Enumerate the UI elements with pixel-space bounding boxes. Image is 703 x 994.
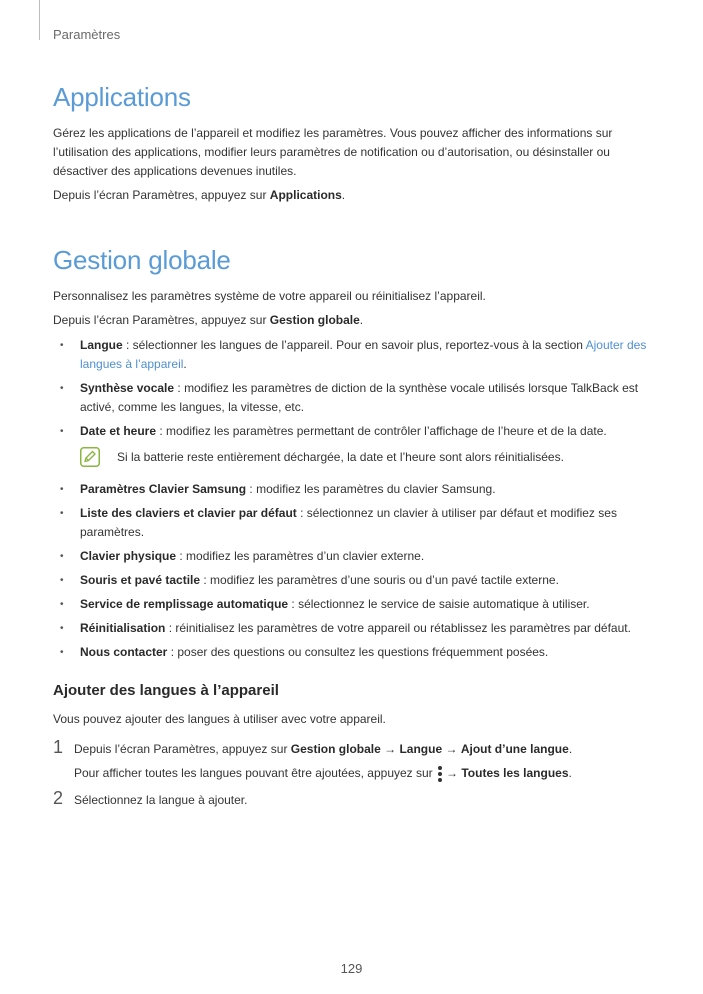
bullet-term: Clavier physique [80,549,177,563]
path-langue: Langue [399,742,443,756]
bullet-dot: • [60,599,64,610]
list-item [56,643,656,662]
bullet-term: Synthèse vocale [80,381,175,395]
list-item [56,504,656,542]
more-options-icon [437,766,443,782]
bullet-term: Service de remplissage automatique [80,597,289,611]
bullet-dot: • [60,484,64,495]
path-target-applications: Applications [269,188,342,202]
subsection-title-ajouter-langues: Ajouter des langues à l’appareil [53,682,279,699]
list-item [56,619,656,638]
applications-path [53,186,653,205]
bullet-dot: • [60,426,64,437]
path-gestion-globale: Gestion globale [290,742,381,756]
gestion-intro: Personnalisez les paramètres système de votre appareil ou réinitialisez l’appareil. [53,289,486,303]
bullet-text: : sélectionnez le service de saisie automatique à utiliser. [288,597,590,611]
running-header: Paramètres [53,27,121,42]
section-title-gestion-globale: Gestion globale [53,245,231,275]
page-number: 129 [340,961,363,976]
bullet-text: : poser des questions ou consultez les questions fréquemment posées. [167,645,549,659]
ajouter-intro: Vous pouvez ajouter des langues à utiliser avec votre appareil. [53,712,386,726]
step-prefix: Depuis l’écran Paramètres, appuyez sur [74,742,291,756]
bullet-dot: • [60,647,64,658]
bullet-text: : modifiez les paramètres d’un clavier externe. [176,549,425,563]
path-suffix: . [341,188,346,202]
list-item [56,571,656,590]
gestion-bullet-list-top [56,336,656,441]
step-number-1: 1 [53,737,64,757]
bullet-term: Langue [80,338,123,352]
bullet-term: Nous contacter [80,645,168,659]
note-text: Si la batterie reste entièrement déchargée, la date et l’heure sont alors réinitialisées. [117,450,564,464]
applications-intro: Gérez les applications de l’appareil et modifiez les paramètres. Vous pouvez afficher des informations sur l’utilisation des applications, modifier leurs paramètres de notification ou d’autorisation, ou désinstaller ou désactiver des applications devenues inutiles. [53,126,613,178]
bullet-dot: • [60,340,64,351]
path-prefix: Depuis l’écran Paramètres, appuyez sur [53,313,270,327]
bullet-dot: • [60,623,64,634]
path-prefix: Depuis l’écran Paramètres, appuyez sur [53,188,270,202]
bullet-dot: • [60,551,64,562]
note-box [80,447,640,469]
bullet-term: Réinitialisation [80,621,166,635]
bullet-dot: • [60,508,64,519]
bullet-text: : modifiez les paramètres d’une souris ou d’un pavé tactile externe. [200,573,559,587]
bullet-text: : modifiez les paramètres permettant de contrôler l’affichage de l’heure et de la date. [156,424,607,438]
bullet-term: Date et heure [80,424,157,438]
list-item [56,336,656,374]
gestion-bullet-list-bottom [56,480,656,662]
path-suffix: . [359,313,364,327]
step-2: Sélectionnez la langue à ajouter. [74,793,248,807]
step-suffix: . [568,742,573,756]
path-toutes-langues: Toutes les langues [461,766,569,780]
bullet-term: Paramètres Clavier Samsung [80,482,247,496]
step-number-2: 2 [53,788,64,808]
gestion-path [53,311,653,330]
list-item [56,595,656,614]
list-item [56,547,656,566]
arrow: → [380,742,400,756]
section-title-applications: Applications [53,82,191,112]
path-ajout-langue: Ajout d’une langue [460,742,569,756]
bullet-text: : sélectionner les langues de l’appareil. Pour en savoir plus, reportez-vous à la section [122,338,586,352]
list-item [56,422,656,441]
bullet-term: Liste des claviers et clavier par défaut [80,506,297,520]
link-ajouter-langues[interactable]: Ajouter des langues à l’appareil [80,338,647,371]
bullet-text: : modifiez les paramètres du clavier Samsung. [246,482,496,496]
list-item [56,480,656,499]
bullet-text: : réinitialisez les paramètres de votre appareil ou rétablissez les paramètres par défaut. [165,621,631,635]
step-detail-prefix: Pour afficher toutes les langues pouvant être ajoutées, appuyez sur [74,766,437,780]
path-target-gestion: Gestion globale [269,313,360,327]
step-1-detail [74,764,654,783]
bullet-text: : sélectionnez un clavier à utiliser par défaut et modifiez ses paramètres. [80,506,617,539]
arrow: → [442,742,461,756]
bullet-term: Souris et pavé tactile [80,573,201,587]
step-suffix: . [568,766,572,780]
note-pencil-icon [80,447,100,467]
bullet-text: : modifiez les paramètres de diction de la synthèse vocale utilisés lorsque TalkBack est activé, comme les langues, la vitesse, etc. [80,381,639,414]
list-item [56,379,656,417]
bullet-dot: • [60,575,64,586]
step-1 [74,740,654,759]
header-rule [39,0,40,40]
bullet-dot: • [60,383,64,394]
bullet-after: . [183,357,187,371]
arrow: → [446,766,462,780]
